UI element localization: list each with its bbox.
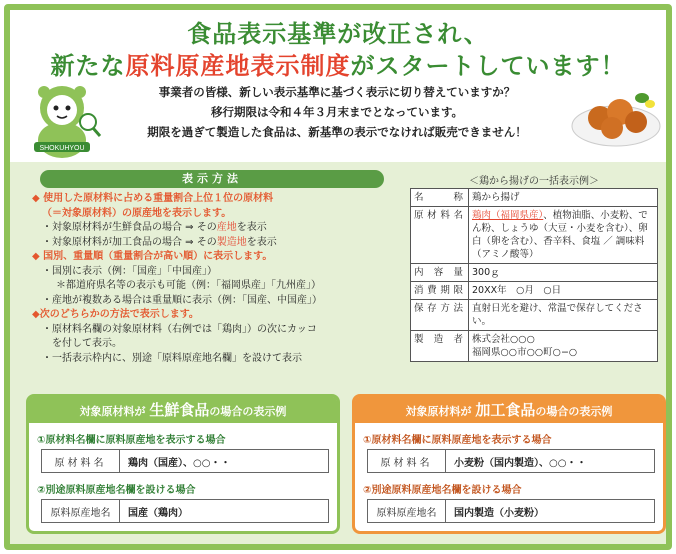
intro-text [106,82,568,142]
row-key: 消費期限 [411,282,469,300]
row-key: 内容量 [411,264,469,282]
fresh-row-1: 原材料名 鶏肉（国産）、○○・・ [41,449,329,473]
mascot-illustration [22,78,108,162]
processed-sub-2: ②別途原料原産地名欄を設ける場合 [363,485,522,496]
mascot-sash-text: SHOKUHYOU [39,145,85,152]
title-line-2: 新たな原料原産地表示制度がスタートしています！ [50,52,626,80]
row-value: 鶏肉（福岡県産）、植物油脂、小麦粉、でん粉、しょうゆ（大豆・小麦を含む）、卵白（卵を含む）、香辛料、食塩 ／ 調味料（アミノ酸等） [469,207,658,264]
method-heading: 表示方法 [40,170,384,188]
method-line-1: ・対象原材料が生鮮食品の場合 ⇒ その産地を表示 [42,222,267,233]
method-point-1b: （＝対象原材料）の原産地を表示します。 [42,207,232,219]
processed-food-example-box [352,394,666,534]
fresh-sub-2: ②別途原料原産地名欄を設ける場合 [37,485,196,496]
method-line-4: ＊都道府県名等の表示も可能（例：「福岡県産」「九州産」） [56,280,321,291]
karaage-illustration [570,76,662,150]
method-line-6: ・原材料名欄の対象原材料（右例では「鶏肉」）の次にカッコ [42,323,317,335]
table-row [411,207,658,264]
row-key: 保存方法 [411,300,469,331]
method-list [32,192,402,366]
method-line-6b: を付して表示。 [52,338,122,349]
row-value: 株式会社○○○ 福岡県○○市○○町○−○ [469,331,658,362]
title-highlight: 原料原産地表示制度 [125,52,351,80]
example-label-table [410,188,658,362]
row-value: 20XX年 ○月 ○日 [469,282,658,300]
row-value: 300ｇ [469,264,658,282]
processed-food-heading: 対象原材料が 加工食品の場合の表示例 [355,397,663,423]
method-point-2: ◆ 国別、重量順（重量割合が高い順）に表示します。 [32,251,273,262]
table-row [411,331,658,362]
fresh-sub-1: ①原材料名欄に原料原産地を表示する場合 [37,435,226,446]
table-row [411,300,658,331]
method-line-5: ・産地が複数ある場合は重量順に表示（例：「国産、中国産」） [42,294,322,306]
row-value: 直射日光を避け、常温で保存してください。 [469,300,658,331]
method-point-3: ◆次のどちらかの方法で表示します。 [32,309,199,320]
fresh-food-example-box [26,394,340,534]
table-row [411,282,658,300]
processed-row-2: 原料原産地名 国内製造（小麦粉） [367,499,655,523]
fresh-food-heading: 対象原材料が 生鮮食品の場合の表示例 [29,397,337,423]
processed-sub-1: ①原材料名欄に原料原産地を表示する場合 [363,435,552,446]
poster-frame [4,4,672,550]
row-key: 製造者 [411,331,469,362]
processed-row-1: 原材料名 小麦粉（国内製造）、○○・・ [367,449,655,473]
intro-line-3: 期限を過ぎて製造した食品は、新基準の表示でなければ販売できません！ [147,125,527,139]
title-line-1: 食品表示基準が改正され、 [187,20,489,48]
row-value: 鶏から揚げ [469,189,658,207]
method-line-2: ・対象原材料が加工食品の場合 ⇒ その製造地を表示 [42,236,277,248]
example-title: ＜鶏から揚げの一括表示例＞ [469,176,599,187]
table-row [411,264,658,282]
fresh-row-2: 原料原産地名 国産（鶏肉） [41,499,329,523]
intro-line-1: 事業者の皆様、新しい表示基準に基づく表示に切り替えていますか？ [158,85,516,99]
method-line-7: ・一括表示枠内に、別途「原料原産地名欄」を設けて表示 [42,352,302,364]
intro-line-2: 移行期限は令和４年３月末までとなっています。 [210,105,464,119]
row-key: 名称 [411,189,469,207]
row-key: 原材料名 [411,207,469,264]
table-row [411,189,658,207]
method-point-1: ◆ 使用した原材料に占める重量割合上位１位の原材料 [32,193,274,204]
method-line-3: ・国別に表示（例：「国産」「中国産」） [42,265,217,277]
